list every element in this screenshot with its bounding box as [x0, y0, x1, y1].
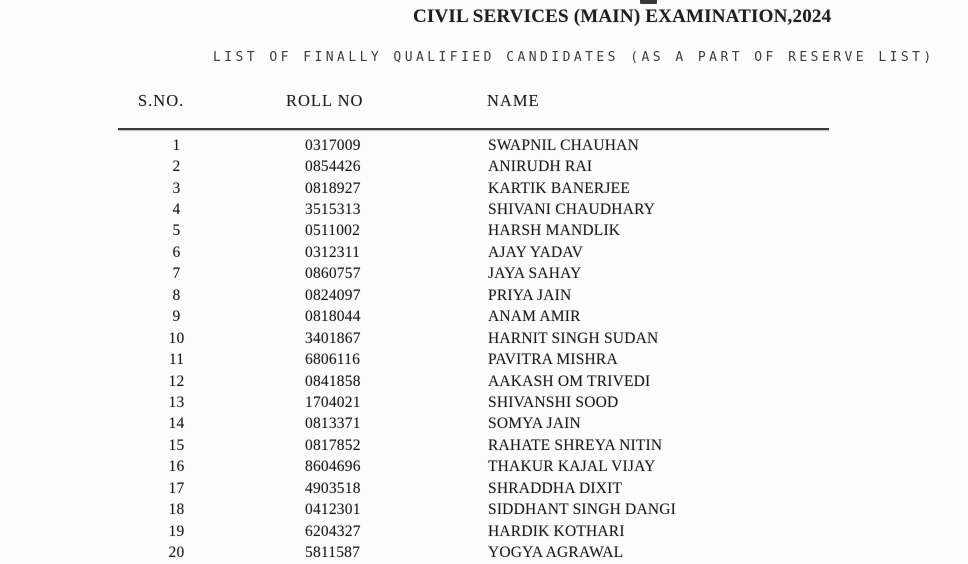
roll-cell: 0813371 [305, 415, 361, 433]
table-row [118, 392, 968, 413]
table-row [118, 521, 968, 542]
table-row [118, 285, 968, 306]
table-row [118, 264, 968, 285]
roll-cell: 0312311 [305, 243, 361, 261]
sno-cell: 6 [172, 243, 181, 261]
sno-cell: 15 [168, 436, 185, 454]
name-cell: PRIYA JAIN [488, 286, 572, 304]
table-row [118, 414, 968, 435]
table-row [118, 199, 968, 220]
sno-cell: 13 [168, 393, 185, 411]
roll-cell: 0841858 [305, 372, 361, 390]
roll-cell: 3401867 [305, 329, 361, 347]
roll-cell: 6204327 [305, 522, 361, 540]
table-row [118, 307, 968, 328]
table-row [118, 328, 968, 349]
name-cell: RAHATE SHREYA NITIN [488, 436, 663, 454]
sno-cell: 19 [168, 522, 185, 540]
table-row [118, 178, 968, 199]
roll-cell: 3515313 [305, 201, 361, 219]
column-header-name: NAME [487, 91, 540, 110]
name-cell: ANIRUDH RAI [488, 158, 593, 176]
table-row [118, 499, 968, 520]
name-cell: AJAY YADAV [488, 243, 584, 261]
table-row [118, 221, 968, 242]
table-row [118, 542, 968, 563]
sno-cell: 10 [168, 329, 185, 347]
table-row [118, 478, 968, 499]
roll-cell: 0818044 [305, 308, 361, 326]
cropped-page-number-fragment [640, 0, 657, 4]
table-row [118, 156, 968, 177]
sno-cell: 3 [172, 179, 181, 197]
candidate-table [0, 135, 968, 564]
table-row [118, 435, 968, 456]
table-row [118, 135, 968, 156]
table-row [118, 457, 968, 478]
name-cell: SIDDHANT SINGH DANGI [488, 501, 676, 519]
sno-cell: 1 [172, 136, 181, 154]
name-cell: HARDIK KOTHARI [488, 522, 625, 540]
name-cell: SHIVANSHI SOOD [488, 393, 619, 411]
name-cell: PAVITRA MISHRA [488, 351, 618, 369]
roll-cell: 0317009 [305, 136, 361, 154]
column-header-sno: S.NO. [138, 91, 185, 110]
name-cell: KARTIK BANERJEE [488, 179, 630, 197]
roll-cell: 0860757 [305, 265, 361, 283]
sno-cell: 12 [168, 372, 185, 390]
roll-cell: 6806116 [305, 351, 361, 369]
table-row [118, 242, 968, 263]
roll-cell: 0412301 [305, 501, 361, 519]
sno-cell: 18 [168, 501, 185, 519]
sno-cell: 17 [168, 479, 185, 497]
roll-cell: 1704021 [305, 393, 361, 411]
document-subtitle: LIST OF FINALLY QUALIFIED CANDIDATES (AS A PART OF RESERVE LIST) [213, 50, 935, 65]
roll-cell: 0824097 [305, 286, 361, 304]
table-row [118, 349, 968, 370]
sno-cell: 5 [172, 222, 181, 240]
header-rule [118, 128, 829, 130]
sno-cell: 20 [168, 544, 185, 562]
table-row [118, 371, 968, 392]
name-cell: HARNIT SINGH SUDAN [488, 329, 659, 347]
sno-cell: 9 [172, 308, 181, 326]
name-cell: SHIVANI CHAUDHARY [488, 201, 656, 219]
roll-cell: 0817852 [305, 436, 361, 454]
name-cell: SOMYA JAIN [488, 415, 581, 433]
roll-cell: 0854426 [305, 158, 361, 176]
document-title: CIVIL SERVICES (MAIN) EXAMINATION,2024 [413, 6, 832, 27]
roll-cell: 8604696 [305, 458, 361, 476]
column-header-roll: ROLL NO [286, 91, 364, 110]
name-cell: SWAPNIL CHAUHAN [488, 136, 639, 154]
name-cell: AAKASH OM TRIVEDI [488, 372, 651, 390]
sno-cell: 16 [168, 458, 185, 476]
name-cell: YOGYA AGRAWAL [488, 544, 624, 562]
sno-cell: 4 [172, 201, 181, 219]
sno-cell: 14 [168, 415, 185, 433]
sno-cell: 7 [172, 265, 181, 283]
name-cell: SHRADDHA DIXIT [488, 479, 623, 497]
name-cell: ANAM AMIR [488, 308, 581, 326]
sno-cell: 11 [168, 351, 185, 369]
name-cell: JAYA SAHAY [488, 265, 582, 283]
roll-cell: 4903518 [305, 479, 361, 497]
sno-cell: 8 [172, 286, 181, 304]
name-cell: THAKUR KAJAL VIJAY [488, 458, 656, 476]
roll-cell: 0511002 [305, 222, 361, 240]
roll-cell: 0818927 [305, 179, 361, 197]
roll-cell: 5811587 [305, 544, 361, 562]
sno-cell: 2 [172, 158, 181, 176]
name-cell: HARSH MANDLIK [488, 222, 621, 240]
